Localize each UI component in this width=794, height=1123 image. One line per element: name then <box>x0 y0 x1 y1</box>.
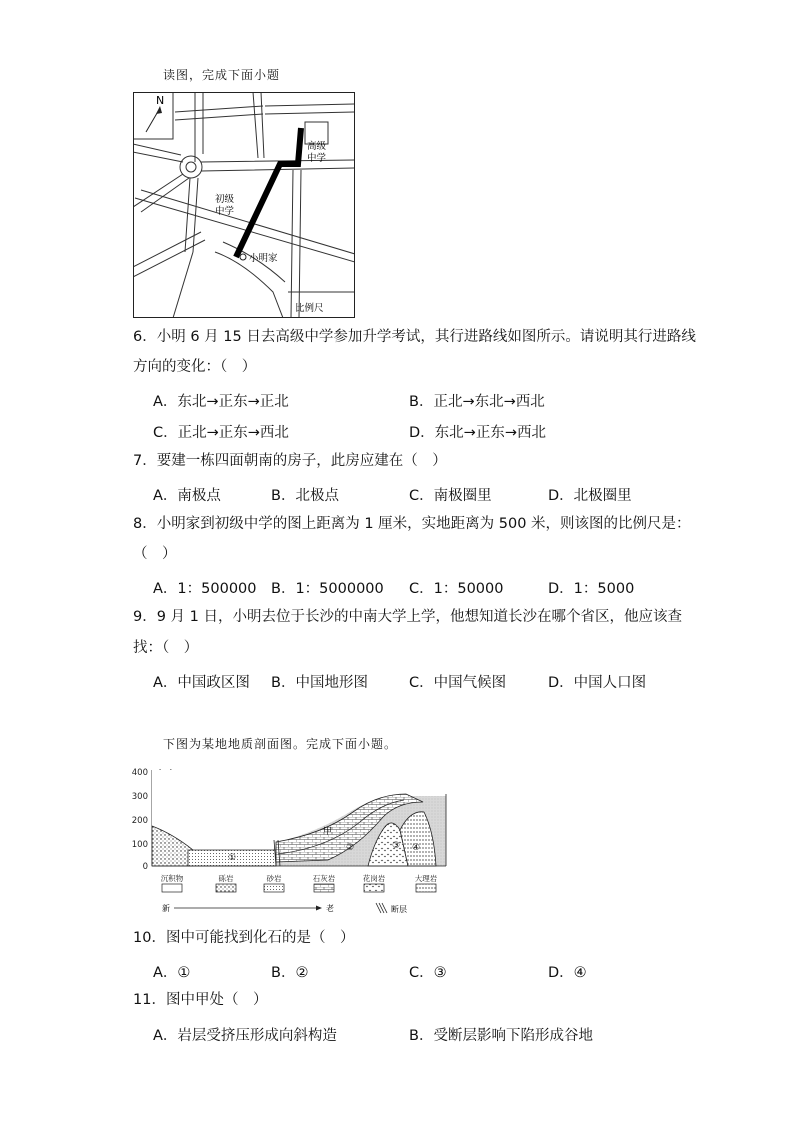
street-map-figure <box>133 92 355 318</box>
legend-label-6: 大理岩 <box>414 874 438 883</box>
q6-option-d[interactable]: D．东北→正东→西北 <box>409 425 546 441</box>
q8-option-c[interactable]: C．1：50000 <box>409 581 504 597</box>
q7-option-a[interactable]: A．南极点 <box>153 488 221 504</box>
q9-stem-line2: 找：（ ） <box>133 640 199 656</box>
junior-school-label-2: 中学 <box>215 206 235 217</box>
scale-label: 比例尺 <box>295 303 324 314</box>
senior-school-label-1: 高级 <box>307 141 327 152</box>
q9-option-a[interactable]: A．中国政区图 <box>153 675 250 691</box>
y-tick-300: 300 <box>131 792 148 802</box>
junior-school-label-1: 初级 <box>215 194 235 205</box>
section2-intro: 下图为某地地质剖面图。完成下面小题。 <box>163 737 398 751</box>
q8-stem-line1: 8．小明家到初级中学的图上距离为 1 厘米，实地距离为 500 米，则该图的比例尺是： <box>133 516 691 532</box>
region-3-label: ③ <box>392 841 401 851</box>
y-tick-100: 100 <box>131 840 148 850</box>
q10-option-d[interactable]: D．④ <box>548 965 587 981</box>
senior-school-label-2: 中学 <box>307 153 327 164</box>
q11-option-b[interactable]: B．受断层影响下陷形成谷地 <box>409 1028 593 1044</box>
y-tick-200: 200 <box>131 816 148 826</box>
q8-stem-line2: （ ） <box>133 546 177 562</box>
age-old-label: 老 <box>326 904 334 913</box>
legend-swatch-5 <box>364 884 384 892</box>
y-tick-400: 400 <box>131 768 148 778</box>
legend-label-3: 砂岩 <box>266 874 282 883</box>
q6-option-b[interactable]: B．正北→东北→西北 <box>409 394 545 410</box>
fault-label: 断层 <box>391 905 407 914</box>
region-1-label: ① <box>228 853 237 863</box>
legend-label-1: 沉积物 <box>160 874 184 883</box>
q9-option-b[interactable]: B．中国地形图 <box>271 675 368 691</box>
legend-label-2: 砾岩 <box>218 874 234 883</box>
y-tick-0: 0 <box>142 862 148 872</box>
home-label: 小明家 <box>249 253 278 264</box>
age-new-label: 新 <box>162 904 170 913</box>
q9-stem-line1: 9．9 月 1 日，小明去位于长沙的中南大学上学，他想知道长沙在哪个省区，他应该查 <box>133 609 683 625</box>
fault-legend-symbol <box>376 903 387 913</box>
q10-option-b[interactable]: B．② <box>271 965 309 981</box>
q7-option-c[interactable]: C．南极圈里 <box>409 488 492 504</box>
q6-stem-line1: 6．小明 6 月 15 日去高级中学参加升学考试，其行进路线如图所示。请说明其行进路线 <box>133 329 696 345</box>
legend-label-4: 石灰岩 <box>312 874 336 883</box>
jia-label: 甲 <box>323 827 333 837</box>
legend-swatch-4 <box>314 884 334 892</box>
legend-swatch-2 <box>216 884 236 892</box>
q8-option-a[interactable]: A．1：500000 <box>153 581 257 597</box>
geologic-profile-figure <box>128 762 458 920</box>
q6-option-a[interactable]: A．东北→正东→正北 <box>153 394 289 410</box>
q7-option-d[interactable]: D．北极圈里 <box>548 488 632 504</box>
region-4-label: ④ <box>412 843 421 853</box>
legend-swatch-3 <box>264 884 284 892</box>
q8-option-d[interactable]: D．1：5000 <box>548 581 635 597</box>
north-label: N <box>156 94 165 107</box>
region-2-label: ② <box>346 843 355 853</box>
q7-option-b[interactable]: B．北极点 <box>271 488 339 504</box>
q10-option-a[interactable]: A．① <box>153 965 191 981</box>
q8-option-b[interactable]: B．1：5000000 <box>271 581 384 597</box>
legend-swatch-1 <box>162 884 182 892</box>
q11-stem: 11．图中甲处（ ） <box>133 992 268 1008</box>
q10-option-c[interactable]: C．③ <box>409 965 447 981</box>
q6-stem-line2: 方向的变化：（ ） <box>133 359 257 375</box>
legend-label-5: 花岗岩 <box>362 874 386 883</box>
q7-stem: 7．要建一栋四面朝南的房子，此房应建在（ ） <box>133 453 447 469</box>
section1-intro: 读图，完成下面小题 <box>163 68 281 82</box>
home-marker <box>240 254 246 260</box>
q11-option-a[interactable]: A．岩层受挤压形成向斜构造 <box>153 1028 337 1044</box>
q9-option-d[interactable]: D．中国人口图 <box>548 675 647 691</box>
q6-option-c[interactable]: C．正北→正东→西北 <box>153 425 289 441</box>
q10-stem: 10．图中可能找到化石的是（ ） <box>133 930 355 946</box>
legend-swatch-6 <box>416 884 436 892</box>
q9-option-c[interactable]: C．中国气候图 <box>409 675 507 691</box>
